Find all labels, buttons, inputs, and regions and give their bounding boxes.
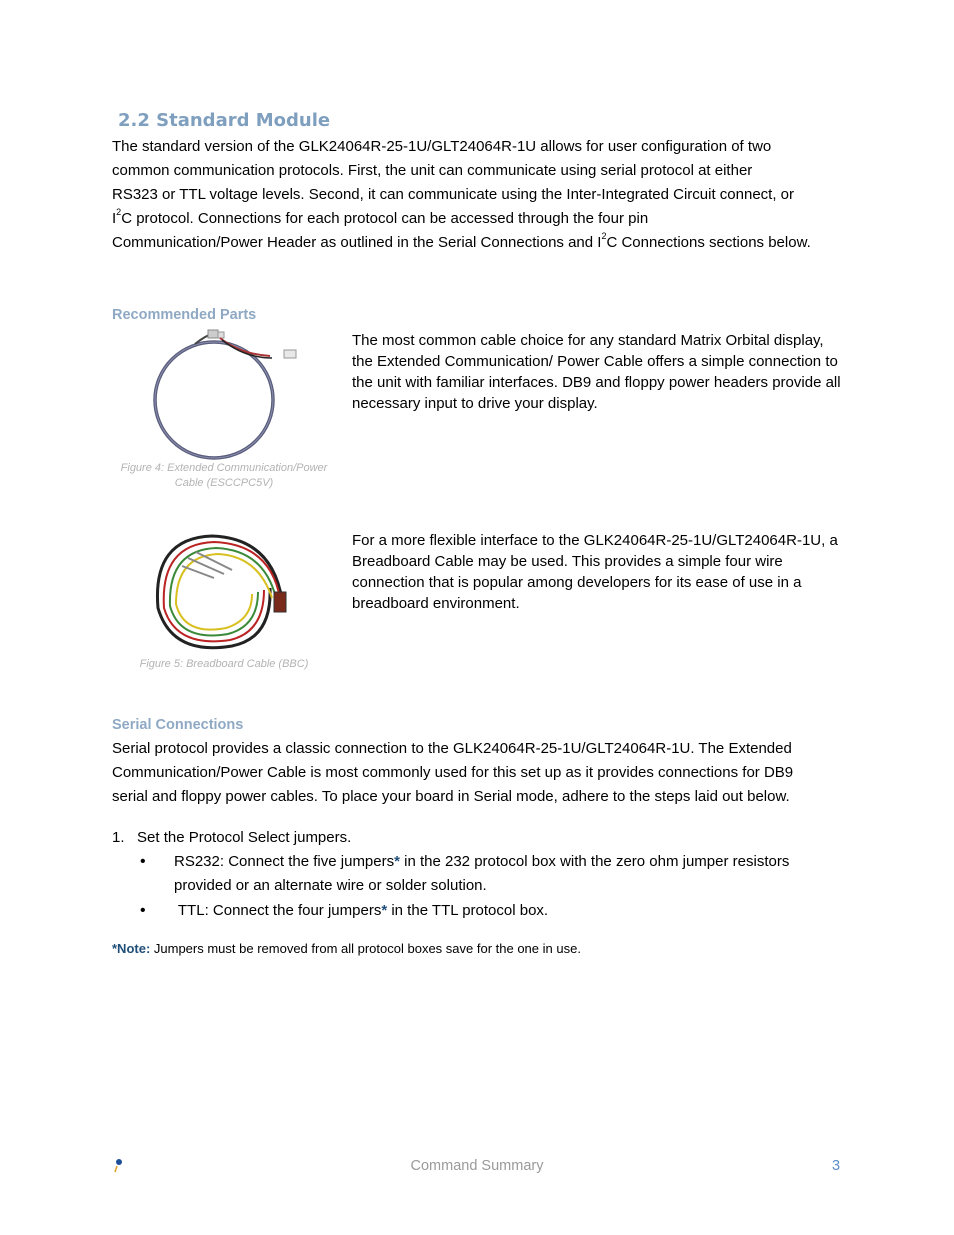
intro-line: The standard version of the GLK24064R-25-1U/GLT24064R-1U allows for user configuration of two bbox=[112, 138, 772, 155]
bullet-ttl bbox=[140, 899, 860, 925]
page-number: 3 bbox=[832, 1158, 841, 1174]
step-1: 1. Set the Protocol Select jumpers. bbox=[112, 829, 352, 846]
intro-line: RS323 or TTL voltage levels. Second, it can communicate using the Inter-Integrated Circuit connect, or bbox=[112, 186, 795, 203]
extended-cable-description: The most common cable choice for any standard Matrix Orbital display, the Extended Communication/ Power Cable offers a simple connection to the unit with familiar interfaces. DB9 and floppy power headers provide all necessary input to drive your display. bbox=[352, 332, 841, 412]
bullet-rs232 bbox=[140, 850, 860, 900]
breadboard-cable-description: For a more flexible interface to the GLK24064R-25-1U/GLT24064R-1U, a Breadboard Cable may be used. This provides a simple four wire connection that is popular among developers for its ease of use in a breadboard environment. bbox=[352, 532, 838, 612]
figure-4-caption: Figure 4: Extended Communication/Power Cable (ESCCPC5V) bbox=[120, 462, 328, 489]
section-title: 2.2 Standard Module bbox=[118, 110, 331, 131]
serial-line: Communication/Power Cable is most commonly used for this set up as it provides connections for DB9 bbox=[112, 764, 794, 781]
serial-line: Serial protocol provides a classic connection to the GLK24064R-25-1U/GLT24064R-1U. The Extended bbox=[112, 740, 792, 757]
extended-cable-image bbox=[150, 328, 310, 462]
bullet-icon: • bbox=[140, 902, 146, 919]
bullet-text: TTL: Connect the four jumpers* in the TTL protocol box. bbox=[174, 902, 549, 919]
note bbox=[112, 940, 581, 958]
serial-line: serial and floppy power cables. To place your board in Serial mode, adhere to the steps laid out below. bbox=[112, 788, 790, 805]
footer-label: Command Summary bbox=[410, 1158, 544, 1174]
figure-5-caption: Figure 5: Breadboard Cable (BBC) bbox=[139, 658, 309, 670]
intro-line: Communication/Power Header as outlined in the Serial Connections and $I^2C$ Connections sections below. bbox=[112, 231, 811, 251]
intro-line: common communication protocols. First, the unit can communicate using serial protocol at either bbox=[112, 162, 753, 179]
recommended-parts-title: Recommended Parts bbox=[112, 307, 257, 323]
note-text: Jumpers must be removed from all protocol boxes save for the one in use. bbox=[150, 941, 581, 956]
intro-line: $I^2C$ protocol. Connections for each protocol can be accessed through the four pin bbox=[112, 207, 649, 227]
serial-paragraph bbox=[112, 737, 852, 809]
bullet-text: RS232: Connect the five jumpers* in the 232 protocol box with the zero ohm jumper resistors provided or an alternate wire or solder solution. bbox=[174, 853, 790, 894]
bullet-icon: • bbox=[140, 853, 146, 870]
breadboard-cable-image bbox=[152, 528, 292, 654]
note-label: *Note: bbox=[112, 941, 151, 956]
serial-connections-title: Serial Connections bbox=[112, 717, 244, 733]
intro-paragraph bbox=[112, 135, 852, 255]
